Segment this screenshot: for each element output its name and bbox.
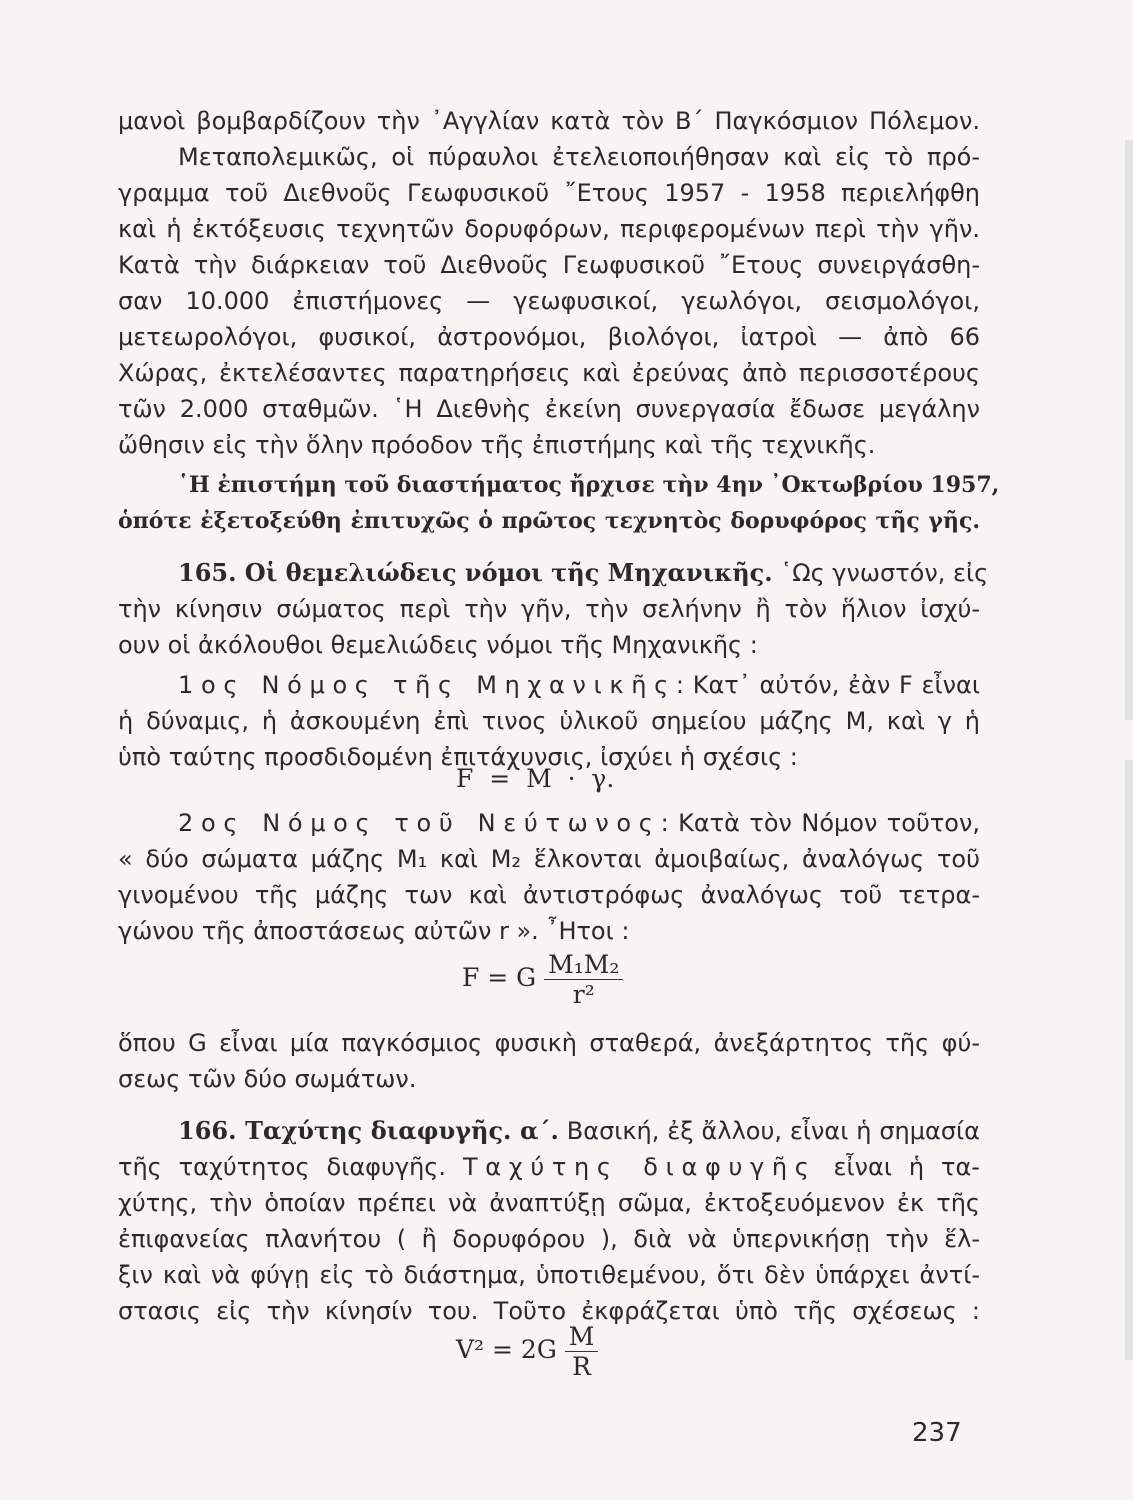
law-2-line: 2ος Νόμος τοῦ Νεύτωνος: Κατὰ τὸν Νόμον τοῦτον, xyxy=(178,809,980,837)
text-line: σαν 10.000 ἐπιστήμονες — γεωφυσικοί, γεωλόγοι, σεισμολόγοι, xyxy=(118,287,980,315)
bold-statement: ὁπότε ἐξετοξεύθη ἐπιτυχῶς ὁ πρῶτος τεχνητὸς δορυφόρος τῆς γῆς. xyxy=(118,508,980,534)
law-1-title: 1ος Νόμος τῆς Μηχανικῆς xyxy=(178,671,676,699)
text-line: τῶν 2.000 σταθμῶν. ῾Η Διεθνὴς ἐκείνη συνεργασία ἔδωσε μεγάλην xyxy=(118,395,980,423)
text-line: Χώρας, ἐκτελέσαντες παρατηρήσεις καὶ ἐρεύνας ἀπὸ περισσοτέρους xyxy=(118,359,980,387)
text-line: γραμμα τοῦ Διεθνοῦς Γεωφυσικοῦ ῎Ετους 1957 - 1958 περιελήφθη xyxy=(118,179,980,207)
text-line: ὤθησιν εἰς τὴν ὅλην πρόοδον τῆς ἐπιστήμης καὶ τῆς τεχνικῆς. xyxy=(118,431,876,459)
text-line: τῆς ταχύτητος διαφυγῆς. Ταχύτης διαφυγῆς εἶναι ἡ τα- xyxy=(118,1153,980,1181)
text-line: ὑπὸ ταύτης προσδιδομένη ἐπιτάχυνσις, ἰσχύει ἡ σχέσις : xyxy=(118,743,798,771)
equation-gravitation: F = G $\frac{\text{M₁M₂}}{\text{r²}}$ xyxy=(462,950,623,1009)
bold-statement: ῾Η ἐπιστήμη τοῦ διαστήματος ἤρχισε τὴν 4ην ᾿Οκτωβρίου 1957, xyxy=(178,472,1000,498)
text-line: ουν οἱ ἀκόλουθοι θεμελιώδεις νόμοι τῆς Μηχανικῆς : xyxy=(118,631,758,659)
text-line: « δύο σώματα μάζης M₁ καὶ M₂ ἕλκονται ἀμοιβαίως, ἀναλόγως τοῦ xyxy=(118,845,980,873)
text-line: Κατὰ τὴν διάρκειαν τοῦ Διεθνοῦς Γεωφυσικοῦ ῎Ετους συνειργάσθη- xyxy=(118,251,980,279)
equation-newton-second-law: F = M · γ. xyxy=(456,764,615,793)
text-line: στασις εἰς τὴν κίνησίν του. Τοῦτο ἐκφράζεται ὑπὸ τῆς σχέσεως : xyxy=(118,1297,980,1325)
section-165-line: 165. Οἱ θεμελιώδεις νόμοι τῆς Μηχανικῆς. ῾Ως γνωστόν, εἰς xyxy=(178,558,989,587)
text-line: γινομένου τῆς μάζης των καὶ ἀντιστρόφως ἀναλόγως τοῦ τετρα- xyxy=(118,881,980,909)
escape-velocity-term: Ταχύτης διαφυγῆς xyxy=(462,1153,817,1181)
equation-escape-velocity: V² = 2G $\frac{M}{R}$ xyxy=(456,1322,598,1381)
law-2-title: 2ος Νόμος τοῦ Νεύτωνος xyxy=(178,809,661,837)
text-line: μετεωρολόγοι, φυσικοί, ἀστρονόμοι, βιολόγοι, ἰατροὶ — ἀπὸ 66 xyxy=(118,323,980,351)
text-line: τὴν κίνησιν σώματος περὶ τὴν γῆν, τὴν σελήνην ἢ τὸν ἥλιον ἰσχύ- xyxy=(118,595,980,623)
text-line: καὶ ἡ ἐκτόξευσις τεχνητῶν δορυφόρων, περιφερομένων περὶ τὴν γῆν. xyxy=(118,215,980,243)
text-line: ξιν καὶ νὰ φύγῃ εἰς τὸ διάστημα, ὑποτιθεμένου, ὅτι δὲν ὑπάρχει ἀντί- xyxy=(118,1261,980,1289)
section-166-line: 166. Ταχύτης διαφυγῆς. α΄. Βασική, ἐξ ἄλλου, εἶναι ἡ σημασία xyxy=(178,1116,980,1145)
scan-edge-shadow xyxy=(1125,140,1133,720)
section-166-heading: 166. Ταχύτης διαφυγῆς. α΄. xyxy=(178,1116,559,1145)
text-line: Μεταπολεμικῶς, οἱ πύραυλοι ἐτελειοποιήθησαν καὶ εἰς τὸ πρό- xyxy=(178,143,980,171)
fraction: $\frac{M}{R}$ xyxy=(565,1322,599,1381)
section-165-heading: 165. Οἱ θεμελιώδεις νόμοι τῆς Μηχανικῆς. xyxy=(178,558,773,587)
page-number: 237 xyxy=(912,1418,962,1448)
text-line: μανοὶ βομβαρδίζουν τὴν ᾿Αγγλίαν κατὰ τὸν Β΄ Παγκόσμιον Πόλεμον. xyxy=(118,107,980,135)
text-line: χύτης, τὴν ὁποίαν πρέπει νὰ ἀναπτύξῃ σῶμα, ἐκτοξευόμενον ἐκ τῆς xyxy=(118,1189,980,1217)
text-line: ἐπιφανείας πλανήτου ( ἢ δορυφόρου ), διὰ νὰ ὑπερνικήσῃ τὴν ἕλ- xyxy=(118,1225,980,1253)
scan-edge-shadow xyxy=(1125,760,1133,1360)
text-line: σεως τῶν δύο σωμάτων. xyxy=(118,1065,417,1093)
text-line: γώνου τῆς ἀποστάσεως αὐτῶν r ». ῏Ητοι : xyxy=(118,917,630,945)
text-line: ὅπου G εἶναι μία παγκόσμιος φυσικὴ σταθερά, ἀνεξάρτητος τῆς φύ- xyxy=(118,1029,980,1057)
text-line: ἡ δύναμις, ἡ ἀσκουμένη ἐπὶ τινος ὑλικοῦ σημείου μάζης M, καὶ γ ἡ xyxy=(118,707,980,735)
fraction: $\frac{\text{M₁M₂}}{\text{r²}}$ xyxy=(544,950,623,1009)
law-1-line: 1ος Νόμος τῆς Μηχανικῆς: Κατ᾿ αὐτόν, ἐὰν F εἶναι xyxy=(178,671,980,699)
